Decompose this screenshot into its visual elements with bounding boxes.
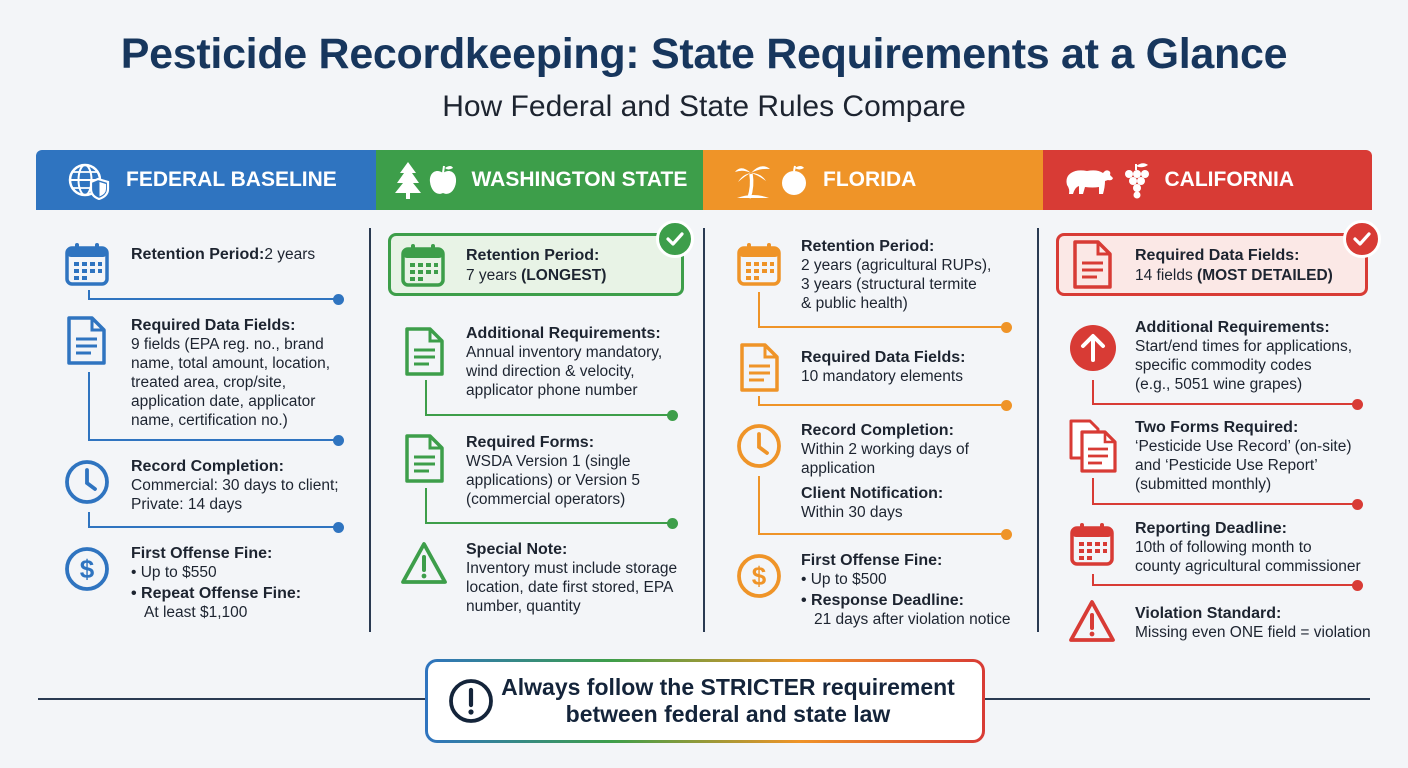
federal-fines [131,544,301,622]
florida-data-fields [801,348,965,386]
warning-icon [399,540,449,586]
item-value-line: At least $1,100 [144,604,248,621]
item-value-line: application [801,460,876,477]
svg-text:$: $ [79,554,95,584]
item-value-line: 9 fields (EPA reg. no., brand [131,336,324,353]
header-washington-label: WASHINGTON STATE [471,168,688,191]
header-florida [703,150,1043,210]
item-value-line: 21 days after violation notice [814,611,1011,628]
globe-shield-icon [66,160,112,200]
item-value-line: 10th of following month to [1135,539,1312,556]
item-value-line: Within 2 working days of [801,441,969,458]
federal-record-completion [131,457,339,514]
item-value-line: 2 years (agricultural RUPs), [801,257,992,274]
item-value-line: application date, applicator [131,393,316,410]
connector-dot [333,522,344,533]
item-value-line: Annual inventory mandatory, [466,344,663,361]
item-label: Required Data Fields: [801,349,966,366]
item-value-line: Start/end times for applications, [1135,338,1353,355]
header-federal [36,150,376,210]
item-label-text: Response Deadline: [811,592,964,609]
connector-line [88,512,338,528]
connector-line [1092,478,1357,505]
clock-icon [735,422,783,470]
item-value-line: 10 mandatory elements [801,368,963,385]
item-value-line: applications) or Version 5 [466,472,641,489]
item-label: • Response Deadline: [801,592,964,609]
page-title: Pesticide Recordkeeping: State Requirements at a Glance [120,30,1288,78]
item-value: 2 years [264,246,316,263]
item-value-line: Private: 14 days [131,496,243,513]
connector-dot [1001,400,1012,411]
svg-text:$: $ [751,561,767,591]
item-label: Retention Period: [466,247,600,264]
item-value-line: ‘Pesticide Use Record’ (on-site) [1135,438,1352,455]
california-data-fields [1135,246,1333,286]
document-icon [64,315,108,367]
item-value-line: and ‘Pesticide Use Report’ [1135,457,1318,474]
item-label: Additional Requirements: [1135,319,1330,336]
item-value-line: county agricultural commissioner [1135,558,1361,575]
connector-line [425,488,672,524]
connector-dot [333,435,344,446]
document-icon [1070,239,1114,291]
page-subtitle: How Federal and State Rules Compare [442,90,966,123]
header-washington [376,150,704,210]
item-label: Special Note: [466,541,568,558]
column-divider [1037,228,1039,632]
orange-icon [779,163,809,197]
callout-line-1: Always follow the STRICTER requirement [501,674,955,700]
connector-line [88,372,338,441]
item-value-line: 3 years (structural termite [801,276,977,293]
callout-text [494,674,982,728]
exclamation-icon [448,678,494,724]
column-divider [703,228,705,632]
column-headers [36,150,1372,210]
item-label: Additional Requirements: [466,325,661,342]
item-label: Violation Standard: [1135,605,1282,622]
item-value-line: treated area, crop/site, [131,374,287,391]
connector-dot [667,410,678,421]
item-value-line: specific commodity codes [1135,357,1312,374]
value-emphasis: (MOST DETAILED) [1197,267,1333,284]
connector-line [88,290,338,300]
document-icon [737,342,781,394]
calendar-icon [735,240,783,288]
item-value-line: (e.g., 5051 wine grapes) [1135,376,1303,393]
item-value-line: (commercial operators) [466,491,626,508]
item-label: Retention Period: [801,238,935,255]
item-value-line: name, total amount, location, [131,355,331,372]
up-arrow-icon [1068,323,1118,373]
california-violation-standard [1135,604,1371,642]
item-value-line: & public health) [801,295,908,312]
dollar-icon [735,552,783,600]
callout-line-2: between federal and state law [565,701,891,727]
callout-box [425,659,985,743]
item-label: First Offense Fine: [801,552,943,569]
bear-icon [1063,163,1115,197]
item-value-line: Commercial: 30 days to client; [131,477,339,494]
value-emphasis: (LONGEST) [521,267,607,284]
connector-line [1092,380,1357,405]
item-value-line: Inventory must include storage [466,560,678,577]
item-label: Required Data Fields: [1135,247,1300,264]
item-value-line: Missing even ONE field = violation [1135,624,1371,641]
item-label: • Repeat Offense Fine: [131,585,302,602]
header-federal-label: FEDERAL BASELINE [126,168,337,191]
connector-dot [1001,529,1012,540]
header-california-label: CALIFORNIA [1164,168,1294,191]
clock-icon [63,458,111,506]
connector-line [425,380,672,416]
connector-dot [667,518,678,529]
item-value-line: Within 30 days [801,504,903,521]
connector-line [758,292,1006,328]
connector-line [758,396,1006,406]
washington-retention [466,246,606,286]
item-label: Reporting Deadline: [1135,520,1288,537]
connector-dot [1352,580,1363,591]
bullet-item: • Up to $550 [131,564,217,581]
item-label: Record Completion: [131,458,284,475]
washington-special-note [466,540,677,616]
column-divider [369,228,371,632]
item-value-line: location, date first stored, EPA [466,579,674,596]
connector-dot [1352,399,1363,410]
item-label: Required Data Fields: [131,317,296,334]
dollar-icon [63,545,111,593]
item-value [466,266,606,286]
document-icon [402,433,446,485]
calendar-icon [63,240,111,288]
item-value-line: applicator phone number [466,382,638,399]
federal-retention [131,245,315,264]
calendar-icon [399,241,447,289]
checkmark-icon [656,220,694,258]
item-value-line: name, certification no.) [131,412,288,429]
apple-icon [428,163,458,197]
item-label: Record Completion: [801,422,954,439]
connector-dot [1352,499,1363,510]
header-california [1043,150,1373,210]
header-florida-label: FLORIDA [823,168,917,191]
grapes-icon [1121,161,1151,199]
connector-line [758,476,1006,535]
item-value-line: number, quantity [466,598,581,615]
connector-dot [1001,322,1012,333]
item-value [1135,266,1333,286]
item-value: Up to $500 [810,571,887,588]
warning-icon [1067,598,1117,644]
two-documents-icon [1068,418,1118,474]
tree-icon [394,160,422,200]
item-label: Two Forms Required: [1135,419,1299,436]
item-label: Client Notification: [801,485,944,502]
value-text: 14 fields [1135,267,1198,284]
connector-dot [333,294,344,305]
calendar-icon [1068,520,1116,568]
california-reporting-deadline [1135,519,1361,576]
item-value-line: wind direction & velocity, [466,363,635,380]
item-value: Up to $550 [140,564,217,581]
item-label: Required Forms: [466,434,595,451]
item-value-line: (submitted monthly) [1135,476,1272,493]
item-label: Retention Period: [131,246,265,263]
bullet-item: • Up to $500 [801,571,887,588]
checkmark-icon [1343,220,1381,258]
value-text: 7 years [466,267,522,284]
item-value-line: WSDA Version 1 (single [466,453,631,470]
document-icon [402,326,446,378]
connector-line [1092,574,1357,586]
item-label-text: Repeat Offense Fine: [141,585,302,602]
item-label: First Offense Fine: [131,545,273,562]
palm-tree-icon [733,160,773,200]
florida-fines [801,551,1010,629]
